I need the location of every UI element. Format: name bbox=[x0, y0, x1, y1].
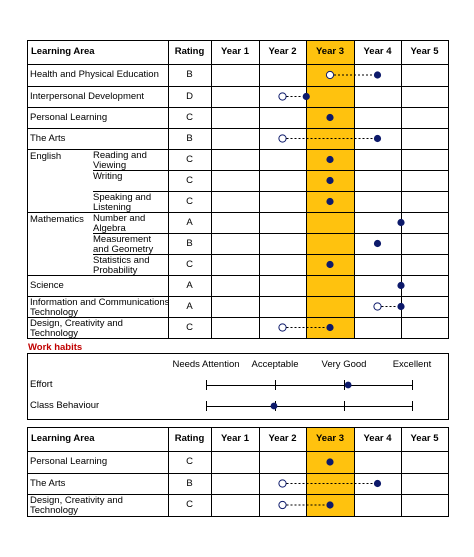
rating-cell: C bbox=[186, 258, 193, 270]
row-area-label: Health and Physical Education bbox=[30, 69, 159, 80]
grid-line bbox=[27, 451, 449, 452]
header-year-3: Year 3 bbox=[316, 46, 344, 57]
row-area-label: Personal Learning bbox=[30, 456, 108, 467]
rating-cell: C bbox=[186, 174, 193, 186]
row-sub-label: Speaking and Listening bbox=[93, 192, 152, 213]
work-habits-title: Work habits bbox=[28, 342, 83, 353]
rating-cell: A bbox=[186, 300, 193, 312]
year3-highlight bbox=[307, 451, 354, 516]
row-area-label: Interpersonal Development bbox=[30, 90, 145, 102]
row-area-label: English bbox=[30, 151, 62, 162]
row-area-label: Personal Learning bbox=[30, 111, 108, 123]
grid-line bbox=[448, 427, 449, 517]
header-year-1: Year 1 bbox=[221, 46, 249, 57]
rating-cell: A bbox=[186, 216, 193, 228]
row-sub-label: Writing bbox=[93, 171, 123, 182]
header-rating: Rating bbox=[174, 46, 205, 57]
header-rating: Rating bbox=[174, 433, 205, 444]
header-year-1: Year 1 bbox=[221, 433, 249, 444]
rating-cell: C bbox=[186, 195, 193, 207]
rating-cell: C bbox=[186, 321, 193, 333]
row-sub-label: Number and Algebra bbox=[93, 213, 146, 234]
grid-line bbox=[27, 427, 28, 517]
rating-cell: B bbox=[186, 132, 193, 144]
row-sub-label: Statistics and Probability bbox=[93, 255, 150, 276]
scale-label-excellent: Excellent bbox=[392, 359, 432, 370]
scale-label-needs-attention: Needs Attention bbox=[172, 359, 240, 370]
grid-line bbox=[27, 473, 449, 474]
work-habit-label: Effort bbox=[30, 379, 53, 390]
rating-cell: C bbox=[186, 111, 193, 123]
header-learning-area: Learning Area bbox=[31, 46, 95, 57]
scale-label-acceptable: Acceptable bbox=[251, 359, 299, 370]
row-sub-label: Measurement and Geometry bbox=[93, 234, 154, 255]
header-year-3: Year 3 bbox=[316, 433, 344, 444]
rating-cell: B bbox=[186, 69, 193, 80]
header-year-4: Year 4 bbox=[363, 46, 392, 57]
grid-line bbox=[27, 427, 449, 428]
rating-cell: D bbox=[186, 90, 193, 102]
header-learning-area: Learning Area bbox=[31, 433, 95, 444]
rating-cell: C bbox=[186, 456, 193, 467]
header-year-5: Year 5 bbox=[410, 46, 439, 57]
rating-cell: C bbox=[186, 153, 193, 165]
row-area-label: The Arts bbox=[30, 132, 66, 144]
work-habit-label: Class Behaviour bbox=[30, 400, 100, 411]
header-year-2: Year 2 bbox=[268, 433, 297, 444]
rating-cell: B bbox=[186, 237, 193, 249]
header-year-4: Year 4 bbox=[363, 433, 392, 444]
rating-cell: B bbox=[186, 477, 193, 489]
work-habit-dot bbox=[271, 403, 278, 410]
row-area-label: The Arts bbox=[30, 477, 66, 489]
grid-line bbox=[27, 516, 449, 517]
row-area-label: Mathematics bbox=[30, 214, 84, 225]
row-area-label: Information and Communications Technology bbox=[30, 297, 170, 318]
header-year-2: Year 2 bbox=[268, 46, 297, 57]
row-area-label: Design, Creativity and Technology bbox=[30, 318, 123, 339]
rating-cell: A bbox=[186, 279, 193, 291]
scale-label-very-good: Very Good bbox=[321, 359, 367, 370]
row-sub-label: Reading and Viewing bbox=[93, 150, 147, 171]
header-year-5: Year 5 bbox=[410, 433, 439, 444]
row-area-label: Science bbox=[30, 279, 64, 291]
rating-cell: C bbox=[186, 499, 193, 510]
row-area-label: Design, Creativity and Technology bbox=[30, 495, 123, 516]
